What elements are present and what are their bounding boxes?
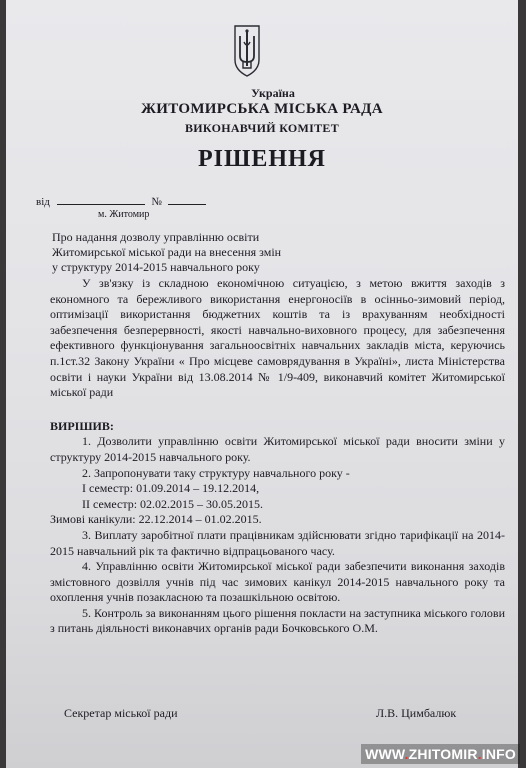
trident-icon [230, 22, 264, 78]
resolved-label: ВИРІШИВ: [50, 418, 114, 433]
subject-line: Про надання дозволу управлінню освіти [52, 230, 260, 244]
semester-2: ІІ семестр: 02.02.2015 – 30.05.2015. [82, 496, 264, 511]
date-number-line [36, 194, 206, 208]
country-name: Україна [251, 86, 295, 100]
document-page [6, 0, 518, 768]
date-label: від [36, 196, 50, 208]
watermark-dot: . [477, 746, 482, 762]
signatory-position: Секретар міської ради [64, 706, 178, 720]
decision-body [50, 276, 505, 637]
watermark-dot: . [404, 746, 409, 762]
committee-name: ВИКОНАВЧИЙ КОМІТЕТ [184, 121, 340, 135]
subject-line: у структуру 2014-2015 навчального року [52, 260, 260, 274]
decision-title: РІШЕННЯ [197, 146, 327, 172]
item-1: 1. Дозволити управлінню освіти Житомирської міської ради вносити зміни у структуру 2014-2015 навчального року. [50, 434, 505, 464]
winter-holidays: Зимові канікули: 22.12.2014 – 01.02.2015. [50, 512, 262, 527]
item-2: 2. Запропонувати таку структуру навчального року - [82, 465, 350, 480]
watermark-tld: INFO [481, 746, 516, 762]
item-3: 3. Виплату заробітної плати працівникам здійснювати згідно тарифікації на 2014-2015 навчальний рік та фактично відпрацьованого часу. [50, 527, 505, 558]
preamble-paragraph: У зв'язку із складною економічною ситуацією, з метою вжиття заходів з економного та бережливого використання енергоносіїв в осінньо-зимовий період, оптимізації використання бюджетних коштів та із врахуванням необхідності забезпечення безперервності, якості навчально-виховного процесу, для забезпечення ефективного функціонування загальноосвітніх навчальних закладів міста, керуючись п.1ст.32 Закону України « Про місцеве самоврядування в Україні», листа Міністерства освіти і науки України від 13.08.2014 № 1/9-409, виконавчий комітет Житомирської міської ради [50, 276, 505, 400]
signatory-name: Л.В. Цимбалюк [376, 706, 457, 720]
watermark-prefix: WWW [365, 746, 405, 762]
site-watermark [361, 744, 520, 764]
subject-line: Житомирської міської ради на внесення змін [52, 245, 282, 259]
date-blank [57, 194, 145, 205]
semester-1: І семестр: 01.09.2014 – 19.12.2014, [82, 481, 260, 496]
council-name: ЖИТОМИРСЬКА МІСЬКА РАДА [141, 101, 383, 117]
city-label: м. Житомир [98, 209, 150, 220]
watermark-site: ZHITOMIR [408, 746, 478, 762]
item-5: 5. Контроль за виконанням цього рішення покласти на заступника міського голови з питань діяльності виконавчих органів ради Бочковського О.М. [50, 605, 505, 636]
item-4: 4. Управлінню освіти Житомирської міської ради забезпечити виконання заходів змістовного дозвілля учнів під час зимових канікул 2014-2015 навчального року та охоплення учнів позакласною та позашкільною освітою. [50, 559, 505, 605]
number-label: № [151, 196, 162, 208]
number-blank [168, 194, 206, 205]
decision-subject [52, 230, 281, 275]
